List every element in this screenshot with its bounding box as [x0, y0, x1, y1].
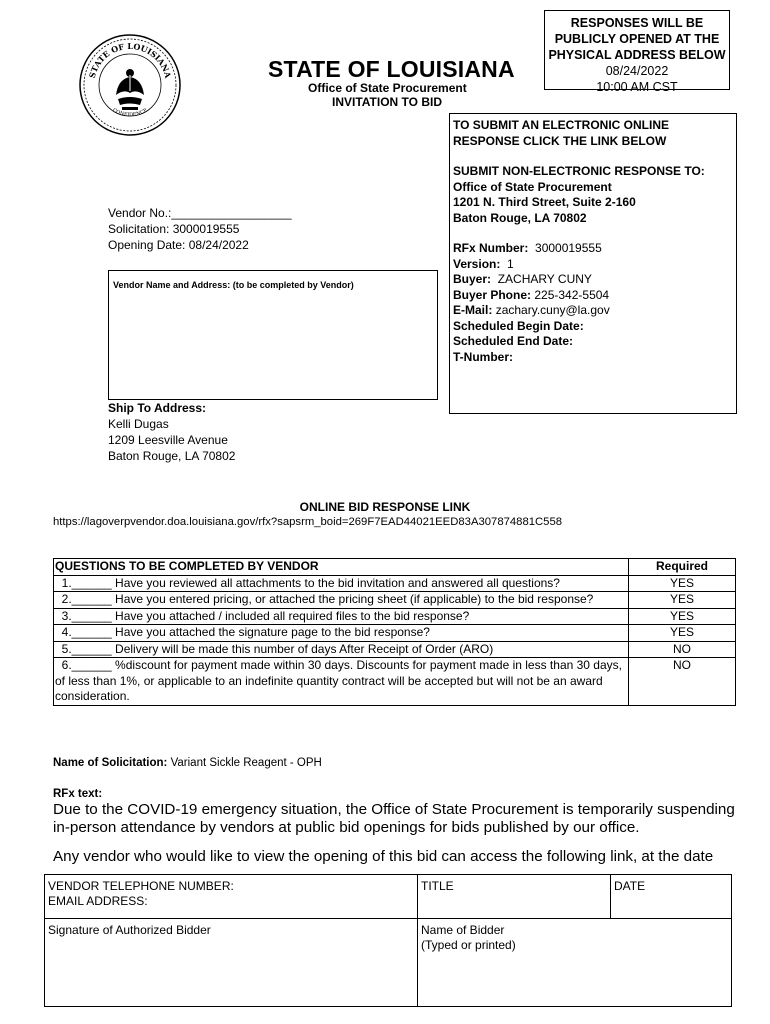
submit-address-line2: 1201 N. Third Street, Suite 2-160 — [453, 195, 636, 209]
title-cell[interactable] — [418, 875, 611, 919]
question-text[interactable]: 4.______ Have you attached the signature page to the bid response? — [54, 625, 629, 642]
table-row — [45, 919, 732, 1007]
vendor-name-address-box[interactable] — [108, 270, 438, 400]
buyer-value: ZACHARY CUNY — [497, 272, 592, 286]
table-header-row — [54, 559, 736, 576]
signature-label: Signature of Authorized Bidder — [48, 923, 211, 937]
questions-header: QUESTIONS TO BE COMPLETED BY VENDOR — [54, 559, 629, 576]
question-text[interactable]: 1.______ Have you reviewed all attachments to the bid invitation and answered all questions? — [54, 575, 629, 592]
public-opening-line1: RESPONSES WILL BE — [570, 16, 704, 30]
question-text[interactable]: 3.______ Have you attached / included all required files to the bid response? — [54, 608, 629, 625]
table-row — [54, 625, 736, 642]
rfx-text-paragraph1: Due to the COVID-19 emergency situation, the Office of State Procurement is temporarily suspending in-person attendance by vendors at public bid openings for bids published by our office. — [53, 801, 735, 836]
state-seal-logo — [78, 33, 182, 137]
submission-info-box — [449, 113, 737, 414]
signature-table — [44, 874, 732, 1007]
question-text[interactable]: 5.______ Delivery will be made this number of days After Receipt of Order (ARO) — [54, 641, 629, 658]
solicitation-name-label: Name of Solicitation: — [53, 757, 168, 769]
table-row — [54, 592, 736, 609]
title-label: TITLE — [421, 879, 454, 893]
bidder-name-note: (Typed or printed) — [421, 938, 516, 952]
table-row — [45, 875, 732, 919]
table-row — [54, 608, 736, 625]
vendor-contact-cell[interactable] — [45, 875, 418, 919]
rfx-number-value: 3000019555 — [535, 241, 602, 255]
opening-date: Opening Date: 08/24/2022 — [108, 238, 249, 252]
bidder-name-label: Name of Bidder — [421, 923, 505, 937]
table-row — [54, 575, 736, 592]
table-row — [54, 641, 736, 658]
electronic-response-line2[interactable]: RESPONSE CLICK THE LINK BELOW — [453, 133, 667, 148]
vendor-info — [108, 205, 292, 253]
submit-address-line1: Office of State Procurement — [453, 179, 612, 194]
public-opening-line3: PHYSICAL ADDRESS BELOW — [548, 48, 726, 62]
public-opening-box — [544, 10, 730, 94]
ship-to-name: Kelli Dugas — [108, 417, 169, 431]
electronic-response-line1: TO SUBMIT AN ELECTRONIC ONLINE — [453, 118, 669, 132]
ship-to-street: 1209 Leesville Avenue — [108, 433, 228, 447]
vendor-phone-label: VENDOR TELEPHONE NUMBER: — [48, 879, 234, 893]
ship-to-address — [108, 400, 235, 464]
public-opening-line2: PUBLICLY OPENED AT THE — [554, 32, 720, 46]
vendor-number-field[interactable]: Vendor No.:__________________ — [108, 206, 292, 220]
question-required: NO — [629, 641, 736, 658]
non-electronic-heading: SUBMIT NON-ELECTRONIC RESPONSE TO: — [453, 164, 705, 178]
date-cell[interactable] — [611, 875, 732, 919]
online-link-title: ONLINE BID RESPONSE LINK — [299, 500, 471, 514]
buyer-phone-value: 225-342-5504 — [534, 287, 610, 302]
vendor-box-label: Vendor Name and Address: (to be completed by Vendor) — [113, 280, 354, 290]
rfx-text-paragraph2: Any vendor who would like to view the opening of this bid can access the following link, at the date — [53, 848, 714, 865]
ship-to-city: Baton Rouge, LA 70802 — [108, 449, 236, 463]
ship-to-label: Ship To Address: — [108, 401, 207, 415]
document-subtitle: INVITATION TO BID — [332, 95, 442, 109]
question-required: YES — [629, 625, 736, 642]
t-number-label: T-Number: — [453, 349, 513, 364]
date-label: DATE — [614, 879, 646, 893]
version-value: 1 — [507, 256, 514, 271]
seal-text-bottom: CONFIDENCE — [111, 107, 149, 119]
page-title: STATE OF LOUISIANA — [268, 56, 515, 82]
required-header: Required — [629, 559, 736, 576]
buyer-label: Buyer: — [453, 272, 492, 286]
public-opening-time: 10:00 AM CST — [596, 80, 678, 94]
question-required: YES — [629, 575, 736, 592]
question-required: YES — [629, 608, 736, 625]
rfx-text-label: RFx text: — [53, 788, 103, 800]
email-label: E-Mail: — [453, 303, 493, 317]
solicitation-name-value: Variant Sickle Reagent - OPH — [170, 757, 322, 769]
vendor-email-label: EMAIL ADDRESS: — [48, 894, 148, 908]
buyer-email-value[interactable]: zachary.cuny@la.gov — [495, 303, 610, 317]
bidder-name-cell[interactable] — [418, 919, 732, 1007]
rfx-number-label: RFx Number: — [453, 241, 529, 255]
submit-address-line3: Baton Rouge, LA 70802 — [453, 210, 587, 225]
solicitation-number: Solicitation: 3000019555 — [108, 222, 240, 236]
seal-text-top: STATE OF LOUISIANA — [86, 40, 174, 80]
signature-cell[interactable] — [45, 919, 418, 1007]
question-required: NO — [629, 658, 736, 706]
question-text[interactable]: 6.______ %discount for payment made within 30 days. Discounts for payment made in less than 30 days, of less than 1%, or applicable to an indefinite quantity contract will be accepted but will not be an award consideration. — [54, 658, 629, 706]
version-label: Version: — [453, 256, 501, 271]
begin-date-label: Scheduled Begin Date: — [453, 318, 584, 333]
vendor-questions-table — [53, 558, 736, 706]
table-row — [54, 658, 736, 706]
question-required: YES — [629, 592, 736, 609]
public-opening-date: 08/24/2022 — [605, 64, 669, 78]
end-date-label: Scheduled End Date: — [453, 334, 574, 348]
question-text[interactable]: 2.______ Have you entered pricing, or attached the pricing sheet (if applicable) to the bid response? — [54, 592, 629, 609]
buyer-phone-label: Buyer Phone: — [453, 287, 532, 302]
office-name: Office of State Procurement — [308, 81, 467, 95]
online-bid-link[interactable]: https://lagoverpvendor.doa.louisiana.gov/rfx?sapsrm_boid=269F7EAD44021EED83A307874881C558 — [53, 516, 563, 528]
solicitation-name — [53, 757, 322, 769]
